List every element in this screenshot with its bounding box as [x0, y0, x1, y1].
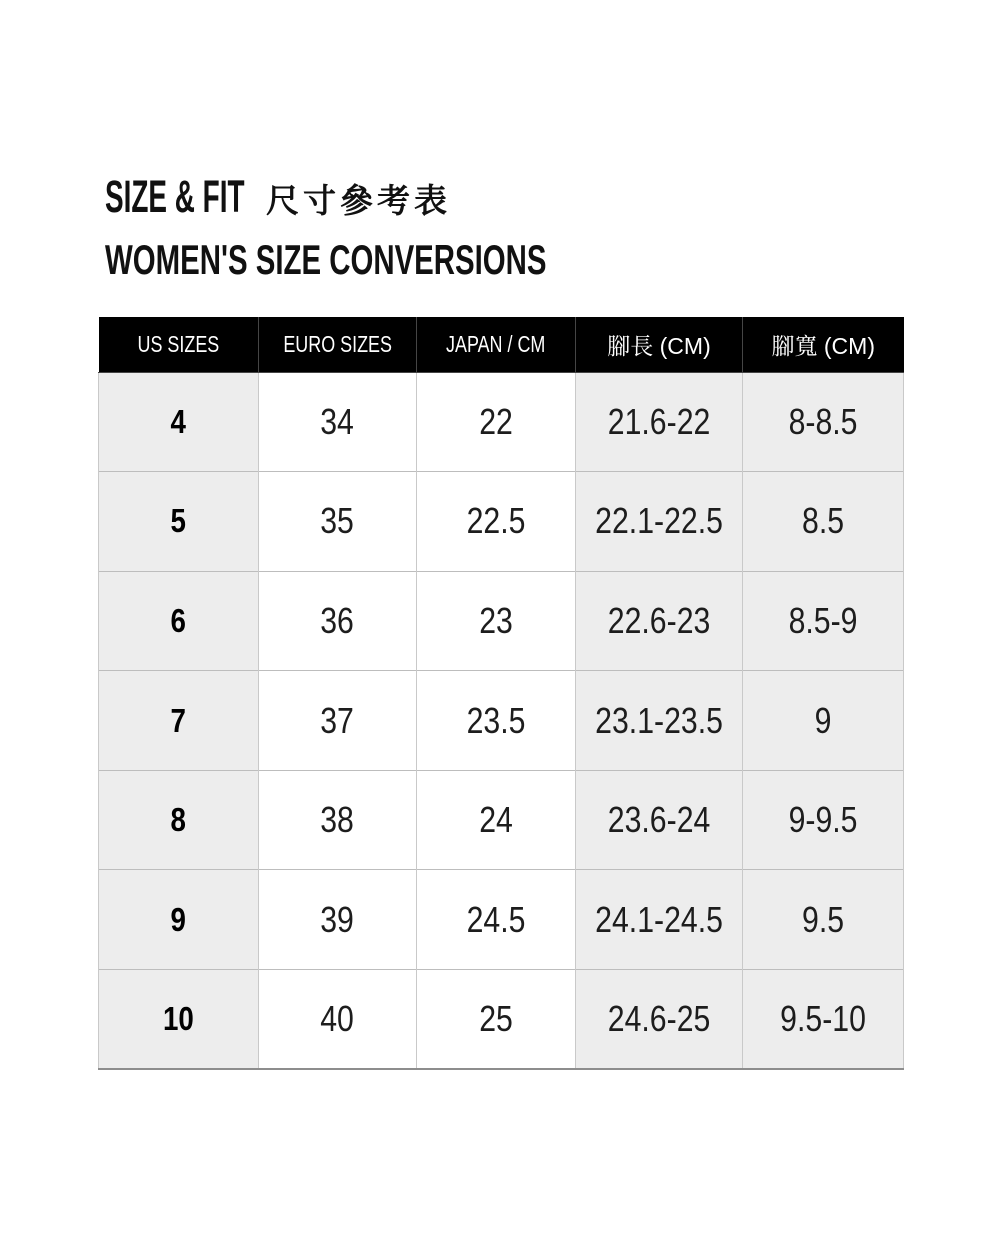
table-cell	[576, 870, 743, 970]
table-row	[99, 372, 904, 472]
table-row	[99, 770, 904, 870]
table-cell	[259, 372, 417, 472]
cell-value: 23.5	[466, 699, 526, 741]
column-header-foot-width-cm	[743, 317, 904, 372]
table-body	[99, 372, 904, 1069]
cell-value: 38	[320, 799, 355, 841]
cell-value: 4	[170, 402, 187, 440]
table-cell	[417, 770, 576, 870]
column-header-foot-length-cm	[576, 317, 743, 372]
table-row	[99, 571, 904, 671]
cell-value: 6	[170, 601, 187, 639]
table-cell	[99, 870, 259, 970]
cell-value: 22.5	[466, 500, 526, 542]
column-header-us-sizes	[99, 317, 259, 372]
cell-value: 9.5	[801, 898, 845, 940]
table-cell	[576, 970, 743, 1070]
table-cell	[99, 671, 259, 771]
cell-value: 8-8.5	[788, 400, 858, 442]
cell-value: 24	[479, 799, 513, 841]
cell-value: 22	[479, 400, 513, 442]
column-header-label: US SIZES	[137, 330, 220, 357]
cell-value: 23.6-24	[607, 799, 711, 841]
cell-value: 7	[170, 701, 187, 739]
section-subtitle-text: WOMEN'S SIZE CONVERSIONS	[105, 236, 547, 283]
cell-value: 36	[320, 599, 355, 641]
table-cell	[576, 372, 743, 472]
table-cell	[576, 571, 743, 671]
table-row	[99, 870, 904, 970]
column-header-label: 腳長 (CM)	[607, 332, 711, 359]
table-row	[99, 472, 904, 572]
section-title	[105, 171, 1000, 223]
table-cell	[743, 870, 904, 970]
column-header-label: EURO SIZES	[283, 330, 392, 357]
cell-value: 35	[320, 500, 355, 542]
table-cell	[259, 870, 417, 970]
table-cell	[743, 671, 904, 771]
table-row	[99, 671, 904, 771]
cell-value: 9-9.5	[788, 799, 858, 841]
cell-value: 24.6-25	[607, 998, 711, 1040]
cell-value: 9	[814, 699, 832, 741]
table-cell	[417, 870, 576, 970]
section-title-en: SIZE & FIT	[105, 171, 245, 222]
size-conversion-table	[98, 317, 904, 1070]
table-cell	[743, 970, 904, 1070]
table-header-row	[99, 317, 904, 372]
cell-value: 21.6-22	[607, 400, 711, 442]
table-cell	[259, 770, 417, 870]
cell-value: 34	[320, 400, 355, 442]
table-cell	[417, 472, 576, 572]
column-header-euro-sizes	[259, 317, 417, 372]
table-cell	[99, 970, 259, 1070]
column-header-label: 腳寬 (CM)	[771, 332, 875, 359]
cell-value: 8.5	[801, 500, 845, 542]
table-cell	[99, 571, 259, 671]
cell-value: 9.5-10	[780, 998, 866, 1040]
table-cell	[417, 671, 576, 771]
section-title-zh: 尺寸參考表	[266, 182, 451, 219]
cell-value: 5	[170, 502, 187, 540]
table-cell	[743, 770, 904, 870]
table-cell	[576, 770, 743, 870]
table-cell	[743, 571, 904, 671]
table-cell	[743, 472, 904, 572]
cell-value: 9	[170, 900, 187, 938]
table-cell	[743, 372, 904, 472]
table-cell	[259, 970, 417, 1070]
column-header-japan-cm	[417, 317, 576, 372]
cell-value: 24.5	[466, 898, 526, 940]
table-cell	[259, 571, 417, 671]
cell-value: 39	[320, 898, 355, 940]
cell-value: 8.5-9	[788, 599, 858, 641]
table-cell	[99, 472, 259, 572]
cell-value: 22.6-23	[607, 599, 711, 641]
cell-value: 22.1-22.5	[595, 500, 723, 542]
cell-value: 24.1-24.5	[595, 898, 723, 940]
table-cell	[576, 671, 743, 771]
table-row	[99, 970, 904, 1070]
cell-value: 23	[479, 599, 513, 641]
cell-value: 37	[320, 699, 355, 741]
cell-value: 23.1-23.5	[595, 699, 723, 741]
table-cell	[417, 372, 576, 472]
table-cell	[417, 970, 576, 1070]
table-cell	[417, 571, 576, 671]
table-cell	[576, 472, 743, 572]
table-cell	[259, 472, 417, 572]
column-header-label: JAPAN / CM	[446, 330, 546, 357]
table-cell	[99, 372, 259, 472]
cell-value: 40	[320, 998, 355, 1040]
table-cell	[99, 770, 259, 870]
cell-value: 25	[479, 998, 513, 1040]
table-cell	[259, 671, 417, 771]
cell-value: 10	[163, 1000, 194, 1038]
cell-value: 8	[170, 801, 187, 839]
section-subtitle	[105, 238, 1000, 282]
